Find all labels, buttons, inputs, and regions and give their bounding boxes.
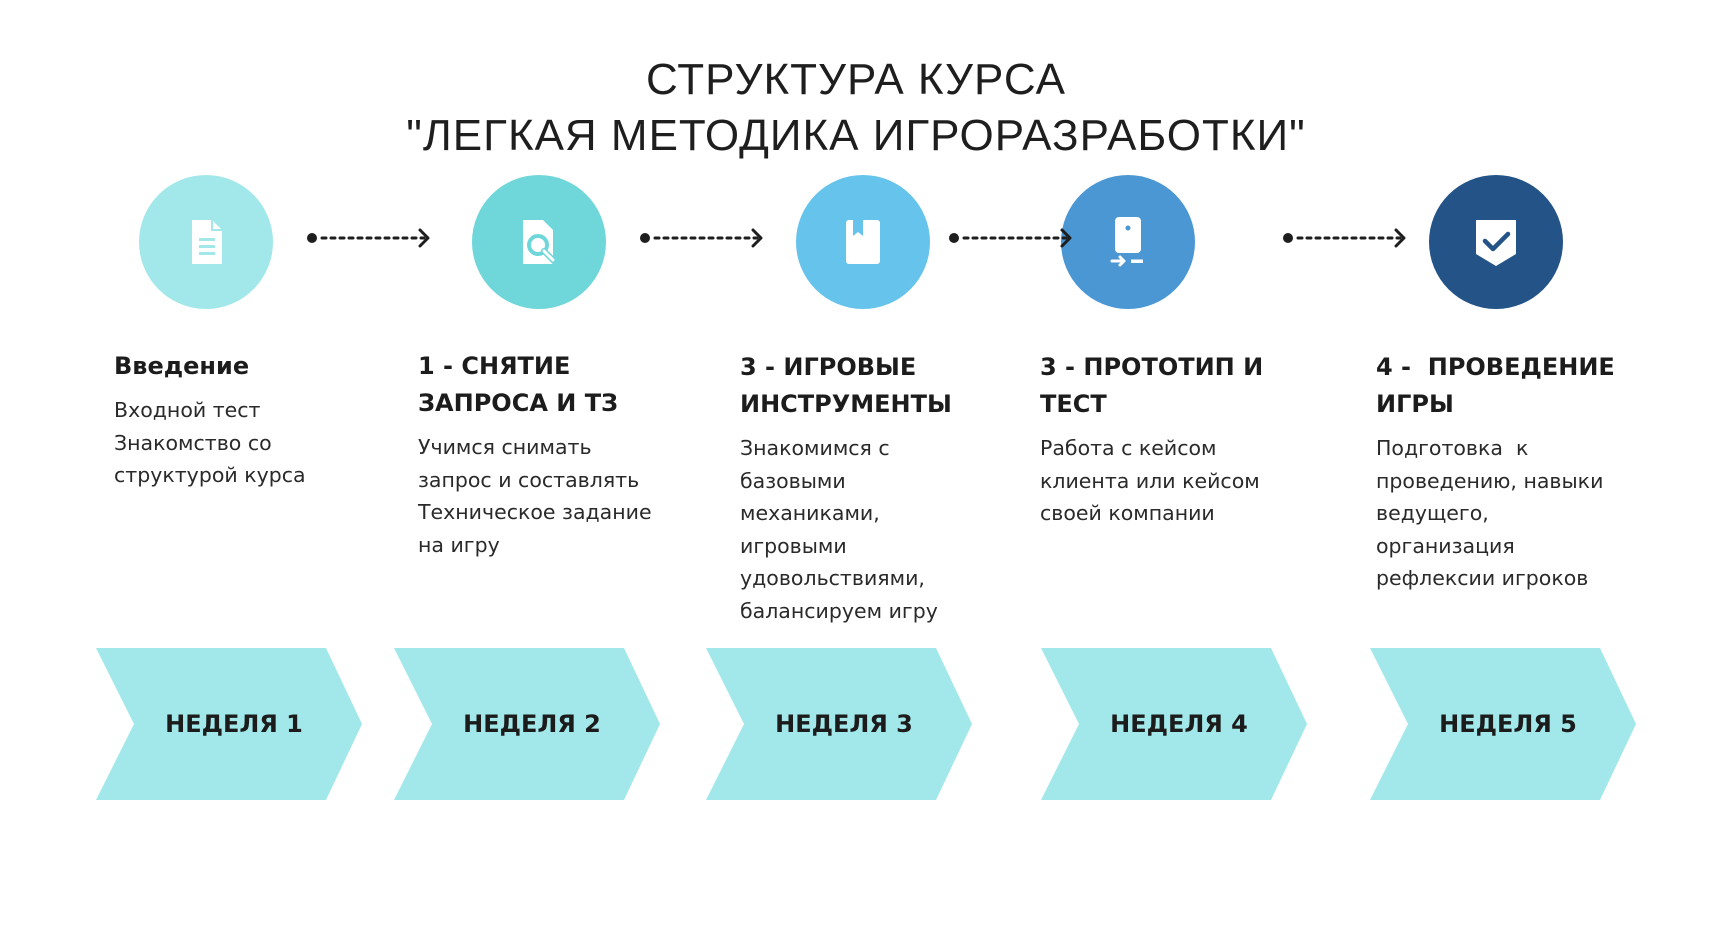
step-circle-1	[139, 175, 273, 309]
dotted-arrow-4	[1282, 226, 1412, 250]
stage-line: удовольствиями,	[740, 566, 925, 590]
title-line-1: СТРУКТУРА КУРСА	[645, 55, 1067, 104]
dotted-arrow-3	[948, 226, 1078, 250]
week-label: НЕДЕЛЯ 5	[1439, 710, 1577, 738]
week-chevron-5	[1370, 648, 1638, 800]
page-title	[0, 52, 1712, 164]
week-chevron-1	[96, 648, 364, 800]
step-circle-5	[1429, 175, 1563, 309]
stage-line: организация	[1376, 533, 1515, 558]
step-circle-4	[1061, 175, 1195, 309]
stage-line: структурой курса	[114, 463, 306, 487]
stage-line: Учимся снимать	[418, 435, 592, 459]
stage-5	[1376, 349, 1636, 595]
stage-line: Работа с кейсом	[1040, 436, 1217, 460]
week-label: НЕДЕЛЯ 4	[1110, 710, 1248, 738]
stage-title: 3 - ПРОТОТИП И ТЕСТ	[1040, 353, 1264, 418]
week-label: НЕДЕЛЯ 2	[463, 710, 601, 738]
document-search-icon	[511, 214, 567, 270]
week-label: НЕДЕЛЯ 1	[165, 710, 303, 738]
dotted-arrow-2	[639, 226, 769, 250]
week-chevron-3	[706, 648, 974, 800]
stage-line: игровыми	[740, 533, 847, 558]
step-circle-2	[472, 175, 606, 309]
stage-4	[1040, 349, 1300, 530]
bookmark-book-icon	[835, 214, 891, 270]
stage-line: балансируем игру	[740, 598, 938, 623]
stage-line: Техническое задание	[418, 500, 652, 524]
stage-line: клиента или кейсом	[1040, 468, 1260, 493]
week-label: НЕДЕЛЯ 3	[775, 710, 913, 738]
step-circle-3	[796, 175, 930, 309]
stage-title: 1 - СНЯТИЕ ЗАПРОСА И ТЗ	[418, 352, 619, 417]
stage-1	[114, 348, 374, 492]
stage-line: на игру	[418, 532, 500, 557]
document-icon	[178, 214, 234, 270]
week-chevron-2	[394, 648, 662, 800]
stage-3	[740, 349, 1000, 627]
stage-line: своей компании	[1040, 501, 1215, 525]
stage-line: ведущего,	[1376, 501, 1489, 525]
stage-line: рефлексии игроков	[1376, 566, 1589, 590]
stage-line: Подготовка к	[1376, 436, 1529, 460]
phone-transfer-icon	[1100, 214, 1156, 270]
stage-title: 3 - ИГРОВЫЕ ИНСТРУМЕНТЫ	[740, 353, 952, 418]
stage-line: запрос и составлять	[418, 467, 640, 492]
stage-title: 4 - ПРОВЕДЕНИЕ ИГРЫ	[1376, 353, 1615, 418]
stage-line: Знакомство со	[114, 430, 272, 455]
week-chevron-4	[1041, 648, 1309, 800]
stage-title: Введение	[114, 352, 250, 380]
stage-2	[418, 348, 678, 561]
stage-line: проведению, навыки	[1376, 468, 1604, 493]
stage-line: базовыми	[740, 468, 846, 493]
title-line-2: "ЛЕГКАЯ МЕТОДИКА ИГРОРАЗРАБОТКИ"	[406, 111, 1306, 160]
dotted-arrow-1	[306, 226, 436, 250]
stage-line: механиками,	[740, 501, 880, 525]
stage-line: Знакомимся с	[740, 436, 890, 460]
shield-check-icon	[1468, 214, 1524, 270]
stage-line: Входной тест	[114, 398, 261, 422]
